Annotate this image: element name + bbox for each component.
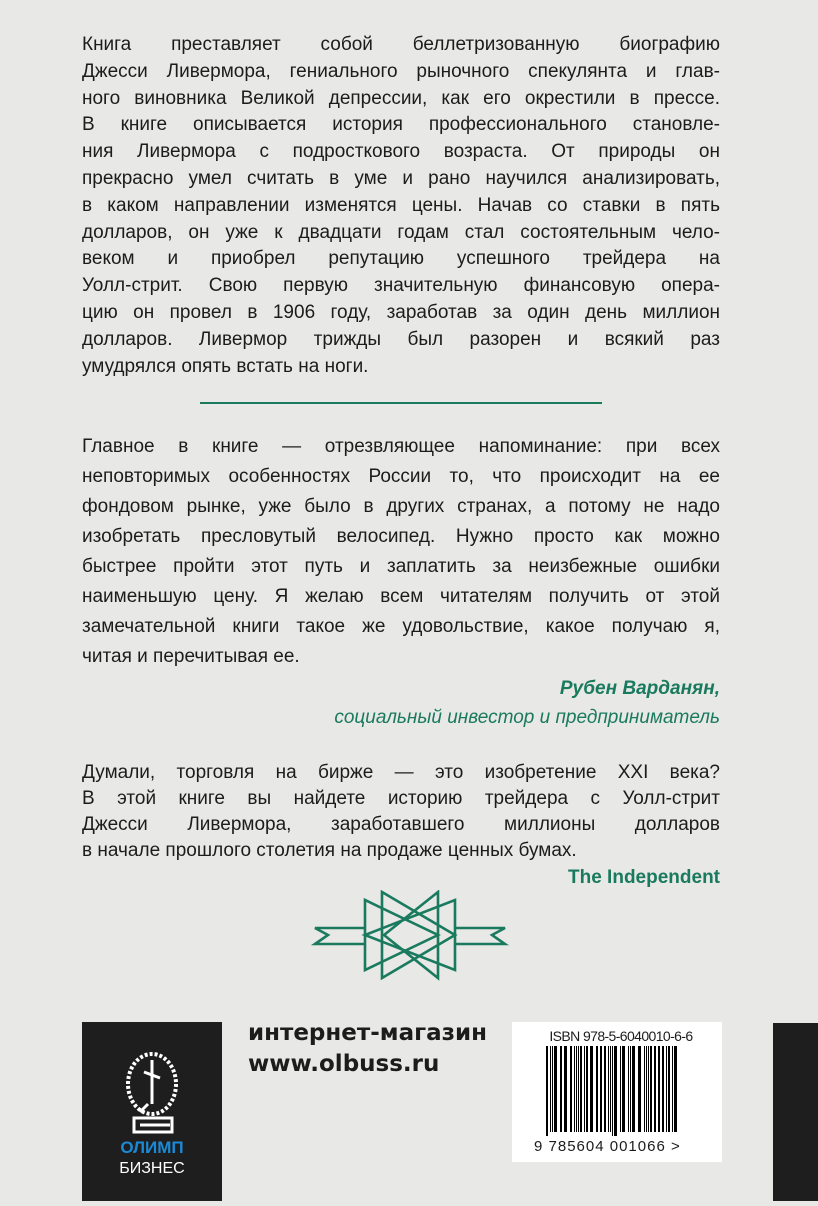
text-line: умудрялся опять встать на ноги. <box>82 355 369 377</box>
shop-url[interactable]: www.olbuss.ru <box>248 1051 440 1077</box>
divider <box>200 402 602 404</box>
text-line: В книге описывается история профессионального становле- <box>82 114 720 136</box>
barcode-bar <box>596 1046 598 1132</box>
press-paragraph <box>82 760 720 864</box>
text-line: Уолл-стрит. Свою первую значительную финансовую опера- <box>82 275 720 297</box>
barcode-bar <box>580 1046 582 1132</box>
shop-label: интернет-магазин <box>248 1020 487 1046</box>
ornament-icon <box>300 890 510 990</box>
publisher-name: ОЛИМП <box>120 1138 184 1157</box>
barcode-bar <box>576 1046 577 1132</box>
isbn-number: ISBN 978-5-6040010-6-6 <box>549 1028 693 1044</box>
text-line: Думали, торговля на бирже — это изобретение XXI века? <box>82 762 720 783</box>
barcode-bar <box>550 1046 551 1132</box>
text-line: прекрасно умел считать в уме и рано научился анализировать, <box>82 167 720 189</box>
barcode-bar <box>586 1046 588 1132</box>
barcode-bar <box>600 1046 602 1132</box>
barcode-bar <box>672 1046 673 1132</box>
barcode-bar <box>574 1046 575 1132</box>
text-line: неповторимых особенностях России то, что происходит на ее <box>82 466 720 487</box>
barcode-bar <box>604 1046 606 1132</box>
barcode-digits: 9 785604 001066 > <box>534 1138 681 1155</box>
text-line: изобретать пресловутый велосипед. Нужно просто как можно <box>82 526 720 547</box>
quote-author: Рубен Варданян, <box>559 678 720 699</box>
quote-author-role: социальный инвестор и предприниматель <box>334 707 720 728</box>
barcode-bar <box>612 1046 613 1136</box>
barcode-bar <box>552 1046 553 1132</box>
text-line: в каком направлении изменятся цены. Начав со ставки в пять <box>82 194 720 216</box>
barcode-bar <box>620 1046 621 1132</box>
barcode-bar <box>668 1046 670 1132</box>
text-line: ного виновника Великой депрессии, как его окрестили в прессе. <box>82 87 720 109</box>
text-line: Джесси Ливермора, заработавшего миллионы долларов <box>82 814 720 835</box>
barcode-bar <box>590 1046 593 1132</box>
barcode-bar <box>614 1046 617 1136</box>
text-line: в начале прошлого столетия на продаже ценных бумах. <box>82 840 577 861</box>
barcode-bar <box>648 1046 649 1132</box>
barcode-bar <box>674 1046 677 1132</box>
barcode-bar <box>578 1046 579 1132</box>
text-line: Главное в книге — отрезвляющее напоминание: при всех <box>82 436 720 457</box>
text-line: ния Ливермора с подросткового возраста. От природы он <box>82 141 720 163</box>
barcode-bars <box>546 1046 686 1136</box>
text-line: замечательной книги такое же удовольствие, какое получаю я, <box>82 616 720 637</box>
barcode-bar <box>654 1046 656 1132</box>
publisher-logo <box>82 1022 222 1201</box>
barcode-bar <box>608 1046 609 1132</box>
barcode-bar <box>630 1046 631 1132</box>
text-line: Книга преставляет собой беллетризованную биографию <box>82 34 720 55</box>
barcode-bar <box>570 1046 572 1132</box>
review-paragraph <box>82 432 720 672</box>
barcode-bar <box>632 1046 635 1132</box>
barcode-bar <box>546 1046 548 1136</box>
barcode-bar <box>658 1046 660 1132</box>
barcode-bar <box>610 1046 611 1132</box>
text-line: Джесси Ливермора, гениального рыночного спекулянта и глав- <box>82 60 720 82</box>
barcode-bar <box>628 1046 629 1132</box>
text-line: долларов. Ливермор трижды был разорен и всякий раз <box>82 328 720 350</box>
barcode-bar <box>560 1046 562 1132</box>
text-line: быстрее пройти этот путь и заплатить за неизбежные ошибки <box>82 556 720 577</box>
barcode-bar <box>650 1046 652 1132</box>
barcode-bar <box>644 1046 645 1132</box>
isbn-barcode <box>512 1022 722 1162</box>
text-line: долларов, он уже к двадцати годам стал состоятельным чело- <box>82 221 720 243</box>
publisher-subtitle: БИЗНЕС <box>119 1160 185 1177</box>
text-line: читая и перечитывая ее. <box>82 646 300 667</box>
press-source: The Independent <box>568 867 720 888</box>
text-line: цию он провел в 1906 году, заработав за один день миллион <box>82 301 720 323</box>
barcode-bar <box>638 1046 641 1132</box>
online-shop <box>248 1018 487 1080</box>
barcode-bar <box>584 1046 585 1132</box>
barcode-bar <box>646 1046 647 1132</box>
barcode-bar <box>666 1046 667 1132</box>
text-line: наименьшую цену. Я желаю всем читателям получить от этой <box>82 586 720 607</box>
barcode-bar <box>554 1046 557 1132</box>
spine-block <box>773 1023 818 1201</box>
barcode-bar <box>662 1046 664 1132</box>
text-line: веком и приобрел репутацию успешного трейдера на <box>82 248 720 270</box>
text-line: фондовом рынке, уже было в других странах, а потому не надо <box>82 496 720 517</box>
description-paragraph <box>82 32 720 380</box>
barcode-bar <box>622 1046 625 1132</box>
barcode-bar <box>564 1046 567 1132</box>
text-line: В этой книге вы найдете историю трейдера с Уолл-стрит <box>82 788 720 809</box>
